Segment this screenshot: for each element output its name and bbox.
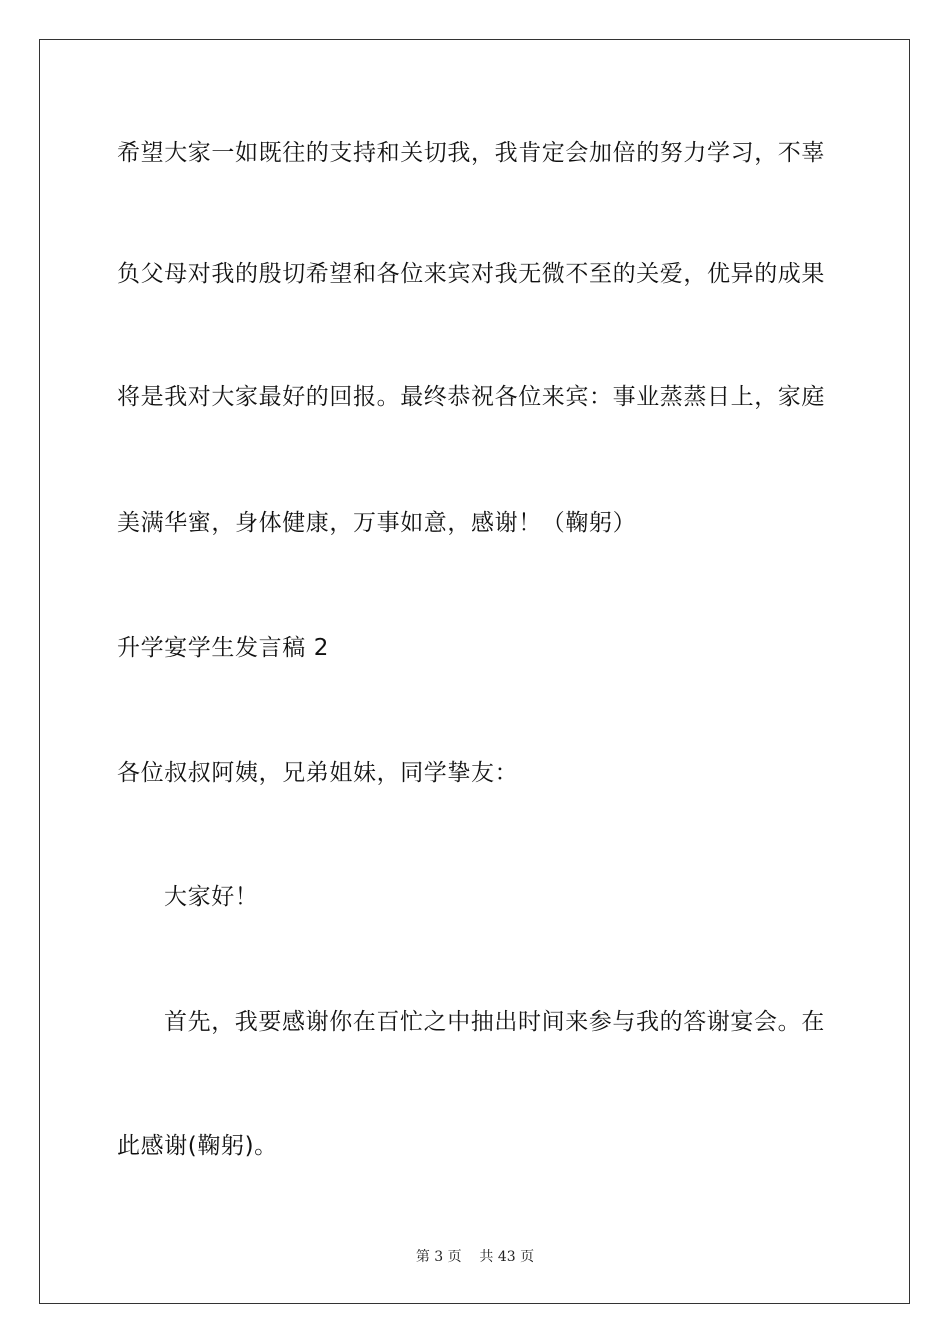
- page-border: [39, 39, 910, 1304]
- paragraph-line-6: 此感谢(鞠躬)。: [117, 1133, 278, 1159]
- paragraph-line-5: 首先，我要感谢你在百忙之中抽出时间来参与我的答谢宴会。在: [164, 1009, 825, 1035]
- paragraph-line-1: 希望大家一如既往的支持和关切我，我肯定会加倍的努力学习，不辜: [117, 140, 825, 166]
- section-heading: 升学宴学生发言稿 2: [117, 635, 329, 661]
- greeting-line: 大家好！: [164, 884, 259, 910]
- paragraph-line-4: 美满华蜜，身体健康，万事如意，感谢！（鞠躬）: [117, 510, 637, 536]
- page-number-footer: 第 3 页 共 43 页: [415, 1249, 535, 1265]
- paragraph-line-3: 将是我对大家最好的回报。最终恭祝各位来宾：事业蒸蒸日上，家庭: [117, 384, 825, 410]
- salutation-line: 各位叔叔阿姨，兄弟姐妹，同学挚友：: [117, 760, 519, 786]
- paragraph-line-2: 负父母对我的殷切希望和各位来宾对我无微不至的关爱，优异的成果: [117, 261, 825, 287]
